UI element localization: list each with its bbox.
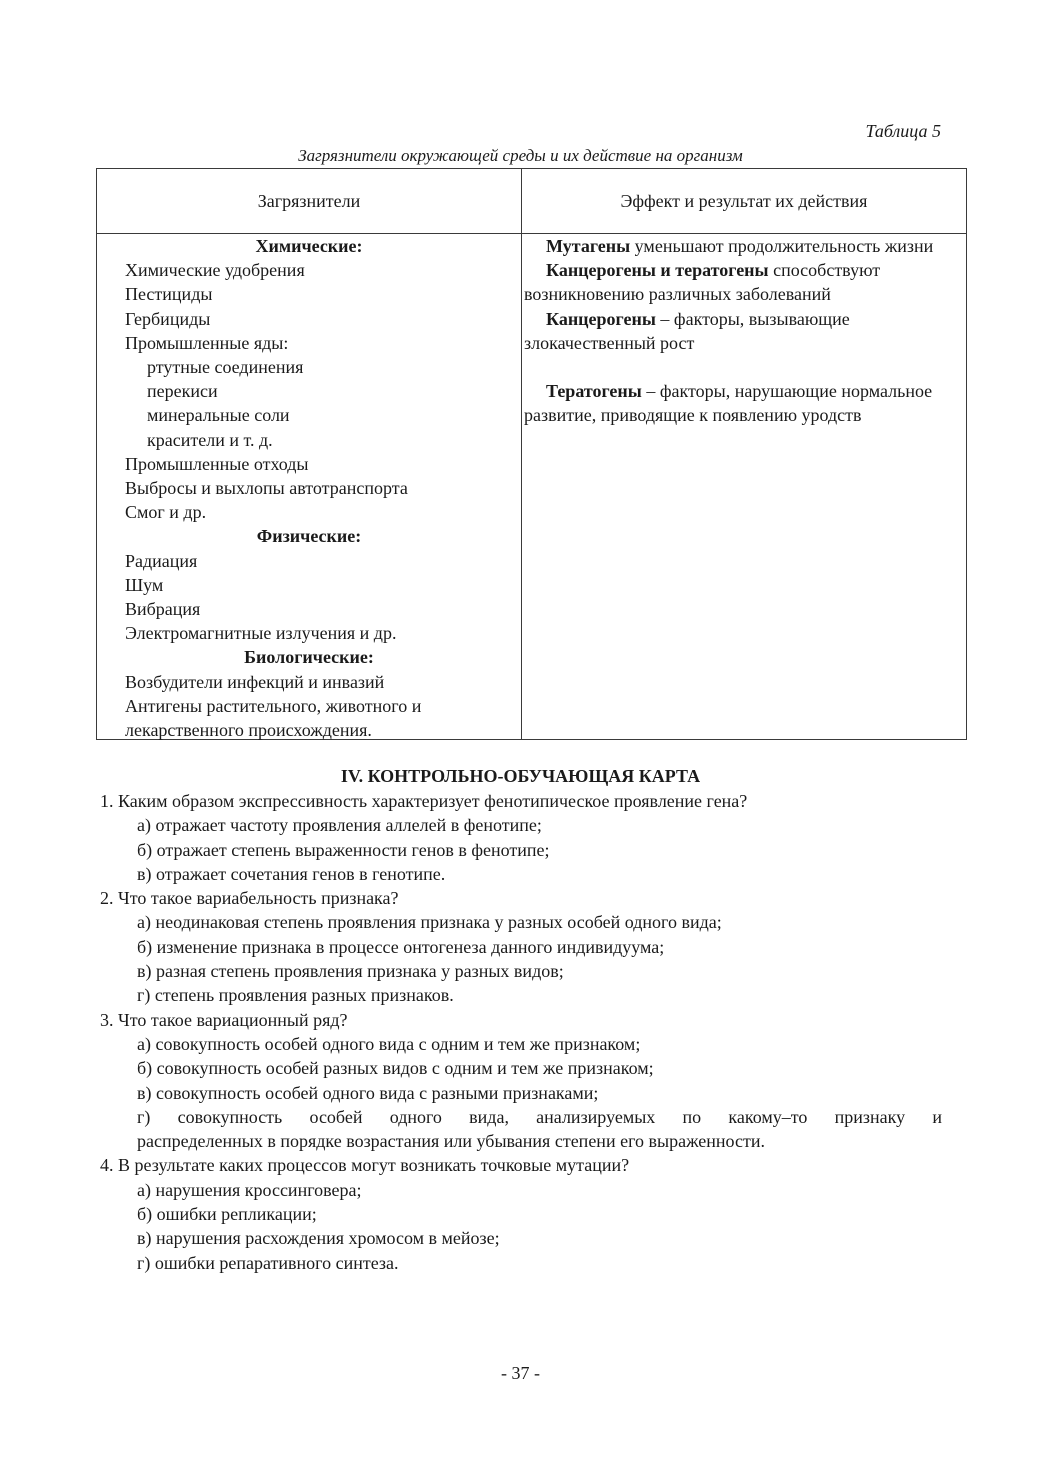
pollutant-item: Химические удобрения [125, 260, 305, 281]
quiz [100, 789, 942, 1275]
answer-option: б) изменение признака в процессе онтогенеза данного индивидуума; [137, 936, 665, 957]
pollutant-item: Промышленные яды: [125, 332, 289, 353]
effect-term: Мутагены [546, 236, 631, 256]
question: 3. Что такое вариационный ряд? [100, 1009, 348, 1030]
effect-paragraph [524, 307, 962, 355]
pollutant-item: Промышленные отходы [125, 453, 309, 474]
answer-option: г) степень проявления разных признаков. [137, 985, 454, 1006]
table-number: Таблица 5 [865, 121, 941, 141]
chemical-group-title: Химические: [255, 236, 363, 256]
effect-text: – факторы, нарушающие нормальное развитие, приводящие к появлению уродств [524, 381, 933, 426]
answer-option: б) отражает степень выраженности генов в фенотипе; [137, 839, 550, 860]
question: 1. Каким образом экспрессивность характеризует фенотипическое проявление гена? [100, 791, 748, 811]
answer-option-continuation: распределенных в порядке возрастания или убывания степени его выраженности. [137, 1131, 765, 1152]
answer-option: а) нарушения кроссинговера; [137, 1179, 362, 1200]
pollutant-item: Возбудители инфекций и инвазий [125, 671, 385, 692]
answer-option: г) ошибки репаративного синтеза. [137, 1252, 399, 1273]
poison-item: минеральные соли [147, 405, 290, 426]
poison-item: красители и т. д. [147, 429, 273, 450]
question: 2. Что такое вариабельность признака? [100, 888, 399, 909]
header-pollutants: Загрязнители [257, 190, 361, 211]
answer-option: в) отражает сочетания генов в генотипе. [137, 863, 446, 884]
effect-term: Канцерогены [546, 308, 656, 329]
poison-item: перекиси [147, 381, 218, 402]
answer-option: в) разная степень проявления признака у разных видов; [137, 961, 564, 982]
answer-option: в) совокупность особей одного вида с разными признаками; [137, 1082, 599, 1103]
answer-option: г) совокупность особей одного вида, анализируемых по какому–то признаку и [137, 1106, 942, 1127]
biological-group-title: Биологические: [244, 647, 374, 668]
answer-option: в) нарушения расхождения хромосом в мейозе; [137, 1228, 500, 1249]
poison-item: ртутные соединения [147, 357, 304, 378]
effect-text: уменьшают продолжительность жизни [630, 236, 934, 256]
pollutant-item: Электромагнитные излучения и др. [125, 623, 397, 644]
effect-paragraph [524, 234, 962, 258]
effect-text: – факторы, вызывающие злокачественный рост [524, 308, 850, 353]
table-caption: Загрязнители окружающей среды и их действие на организм [298, 146, 743, 165]
physical-group-title: Физические: [256, 526, 362, 547]
pollutants-table [96, 168, 967, 740]
answer-option: а) совокупность особей одного вида с одним и тем же признаком; [137, 1033, 641, 1054]
section-title: IV. КОНТРОЛЬНО-ОБУЧАЮЩАЯ КАРТА [340, 766, 701, 786]
effects-column [524, 234, 962, 428]
pollutant-item: Шум [125, 574, 164, 595]
blank-line [524, 355, 962, 379]
column-divider [521, 169, 522, 739]
effect-text: способствуют возникновению различных заболеваний [524, 260, 881, 305]
page-number: - 37 - [501, 1363, 540, 1383]
answer-option: а) отражает частоту проявления аллелей в фенотипе; [137, 815, 542, 836]
effect-term: Канцерогены и тератогены [546, 260, 769, 281]
effect-paragraph [524, 379, 962, 427]
pollutant-item: Гербициды [125, 308, 211, 329]
pollutant-item: Смог и др. [125, 502, 207, 523]
answer-option: б) ошибки репликации; [137, 1204, 317, 1225]
answer-option: а) неодинаковая степень проявления признака у разных особей одного вида; [137, 912, 722, 933]
pollutant-item: Радиация [125, 550, 198, 571]
effect-paragraph [524, 258, 962, 306]
effect-term: Тератогены [546, 381, 642, 402]
pollutant-item: Пестициды [125, 284, 213, 305]
pollutant-item: Выбросы и выхлопы автотранспорта [125, 478, 408, 499]
pollutant-item: Вибрация [125, 599, 201, 620]
pollutant-item: Антигены растительного, животного и лекарственного происхождения. [125, 695, 422, 741]
question: 4. В результате каких процессов могут возникать точковые мутации? [100, 1155, 630, 1176]
pollutants-column [97, 234, 521, 742]
header-effects: Эффект и результат их действия [620, 190, 868, 211]
answer-option: б) совокупность особей разных видов с одним и тем же признаком; [137, 1058, 654, 1079]
